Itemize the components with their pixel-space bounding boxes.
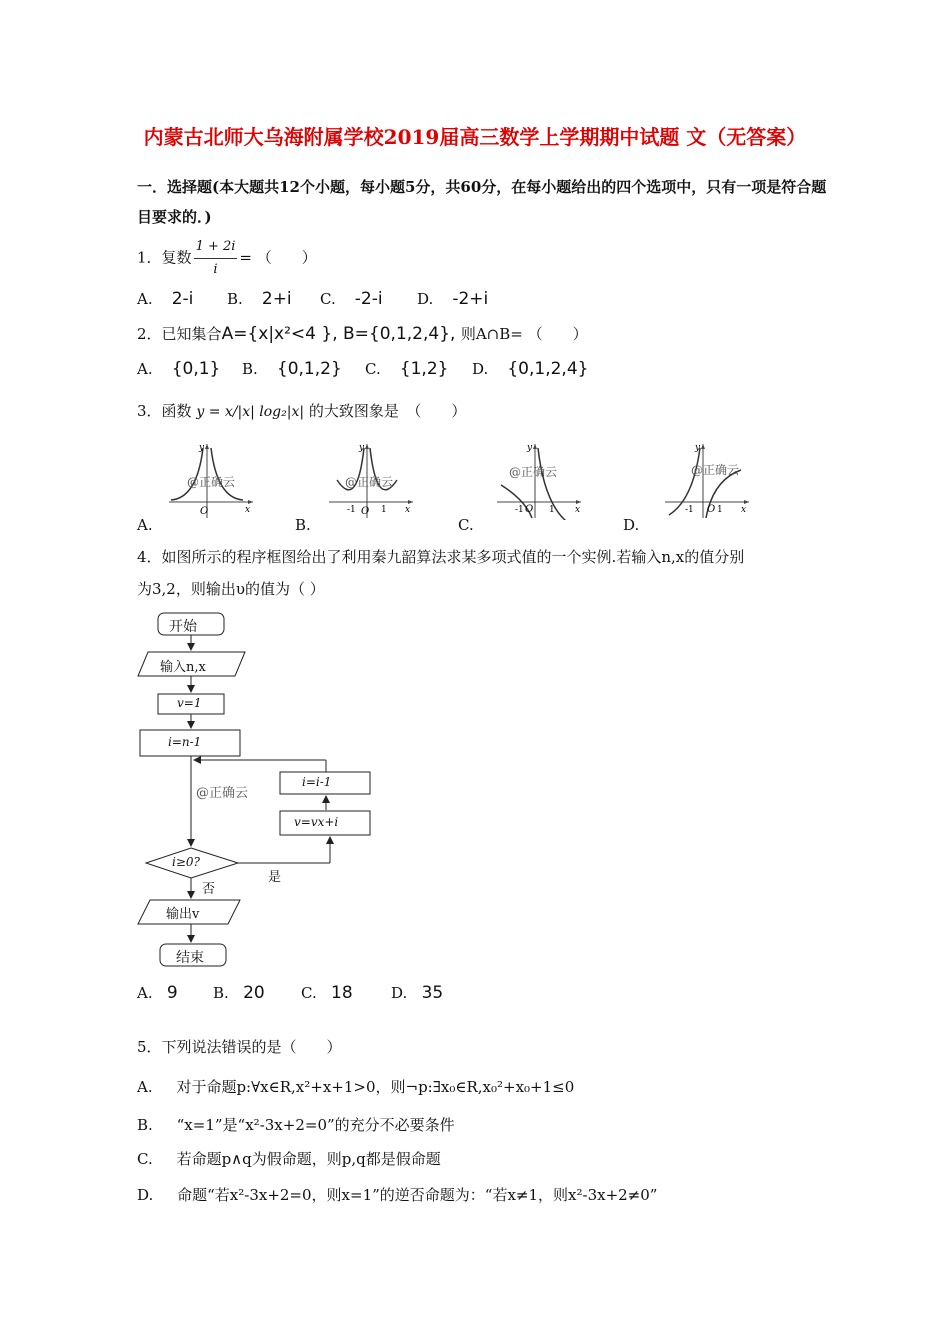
option-b[interactable]: B. {0,1,2} [242,359,342,379]
svg-text:-1: -1 [685,505,694,515]
svg-text:@正确云: @正确云 [691,463,740,477]
flow-init-v: v=1 [177,696,202,710]
svg-text:x: x [741,505,747,515]
question-2: 2．已知集合A={x|x²<4 }, B={0,1,2,4}, 则A∩B= （ ） [137,324,588,344]
option-b[interactable]: B. 2+i [227,289,292,309]
fraction [194,236,238,281]
svg-text:O: O [525,504,534,515]
graph-b[interactable] [327,440,417,520]
q1-options [137,288,537,310]
flow-input: 输入n,x [160,660,206,675]
option-b-label[interactable]: B. [295,516,311,534]
fraction-denominator: i [213,262,218,277]
flow-cond: i≥0? [172,855,200,869]
svg-text:@正确云: @正确云 [345,475,394,489]
q5-option-d[interactable]: D. 命题“若x²-3x+2=0，则x=1”的逆否命题为：“若x≠1，则x²-3x+2≠0” [137,1186,658,1204]
option-c[interactable]: C. {1,2} [365,359,449,379]
section-header: 一．选择题(本大题共12个小题，每小题5分，共60分，在每小题给出的四个选项中，只有一项是符合题目要求的．) [137,178,827,226]
fraction-numerator: 1 + 2i [194,236,238,259]
svg-text:x: x [405,505,411,515]
watermark: @正确云 [196,786,249,801]
flow-end: 结束 [176,950,204,966]
option-d[interactable]: D. 35 [391,983,444,1003]
svg-text:y: y [695,443,701,453]
question-tail: = （ ） [239,248,317,267]
q5-option-a[interactable]: A. 对于命题p:∀x∈R,x²+x+1>0，则¬p:∃x₀∈R,x₀²+x₀+1≤0 [137,1078,575,1096]
svg-text:1: 1 [549,505,555,515]
svg-text:O: O [361,506,370,517]
question-3: 3．函数 y = x/|x| log₂|x| 的大致图象是 （ ） [137,402,467,420]
q3-graphs [137,440,837,535]
graph-d[interactable] [663,440,753,520]
set-expression: A={x|x²<4 }, B={0,1,2,4}, [221,324,461,344]
q4-options [137,982,537,1004]
svg-text:-1: -1 [515,505,524,515]
option-d[interactable]: D. -2+i [417,289,489,309]
option-c[interactable]: C. 18 [301,983,353,1003]
svg-text:x: x [575,505,581,515]
option-a[interactable]: A. {0,1} [137,359,221,379]
flow-init-i: i=n-1 [168,735,202,749]
svg-text:O: O [707,504,716,515]
svg-text:1: 1 [381,505,387,515]
svg-text:O: O [200,506,209,517]
flowchart [130,608,390,968]
q2-options [137,358,637,380]
svg-text:@正确云: @正确云 [509,465,558,479]
page-title: 内蒙古北师大乌海附属学校2019届高三数学上学期期中试题 文（无答案） [143,125,807,149]
svg-text:x: x [245,505,251,515]
flow-output: 输出v [166,907,200,922]
option-c-label[interactable]: C. [458,516,474,534]
question-1 [137,236,317,281]
q5-option-c[interactable]: C. 若命题p∧q为假命题，则p,q都是假命题 [137,1150,441,1168]
question-text: 复数 [161,248,192,267]
option-a[interactable]: A. 9 [137,983,178,1003]
svg-text:-1: -1 [347,505,356,515]
svg-text:y: y [359,443,365,453]
option-d-label[interactable]: D. [623,516,640,534]
flow-dec-i: i=i-1 [302,775,332,789]
question-number: 1． [137,248,162,267]
question-5: 5．下列说法错误的是（ ） [137,1038,342,1056]
q5-option-b[interactable]: B. “x=1”是“x²-3x+2=0”的充分不必要条件 [137,1116,455,1134]
svg-text:y: y [199,443,205,453]
svg-text:y: y [527,443,533,453]
graph-a[interactable] [167,440,257,520]
option-c[interactable]: C. -2-i [320,289,383,309]
flow-update-v: v=vx+i [294,815,339,829]
question-4: 4．如图所示的程序框图给出了利用秦九韶算法求某多项式值的一个实例.若输入n,x的值分别 [137,548,745,566]
option-a[interactable]: A. 2-i [137,289,194,309]
question-4-line2: 为3,2，则输出υ的值为（ ） [137,580,325,598]
graph-c[interactable] [495,440,585,520]
flow-yes: 是 [268,870,282,885]
watermark: @正确云 [187,475,236,489]
flow-start: 开始 [169,619,197,635]
function-formula: y = x/|x| log₂|x| [196,404,305,420]
option-d[interactable]: D. {0,1,2,4} [472,359,589,379]
option-a-label[interactable]: A. [137,516,153,534]
flow-no: 否 [202,882,216,897]
svg-text:1: 1 [717,505,723,515]
option-b[interactable]: B. 20 [213,983,265,1003]
